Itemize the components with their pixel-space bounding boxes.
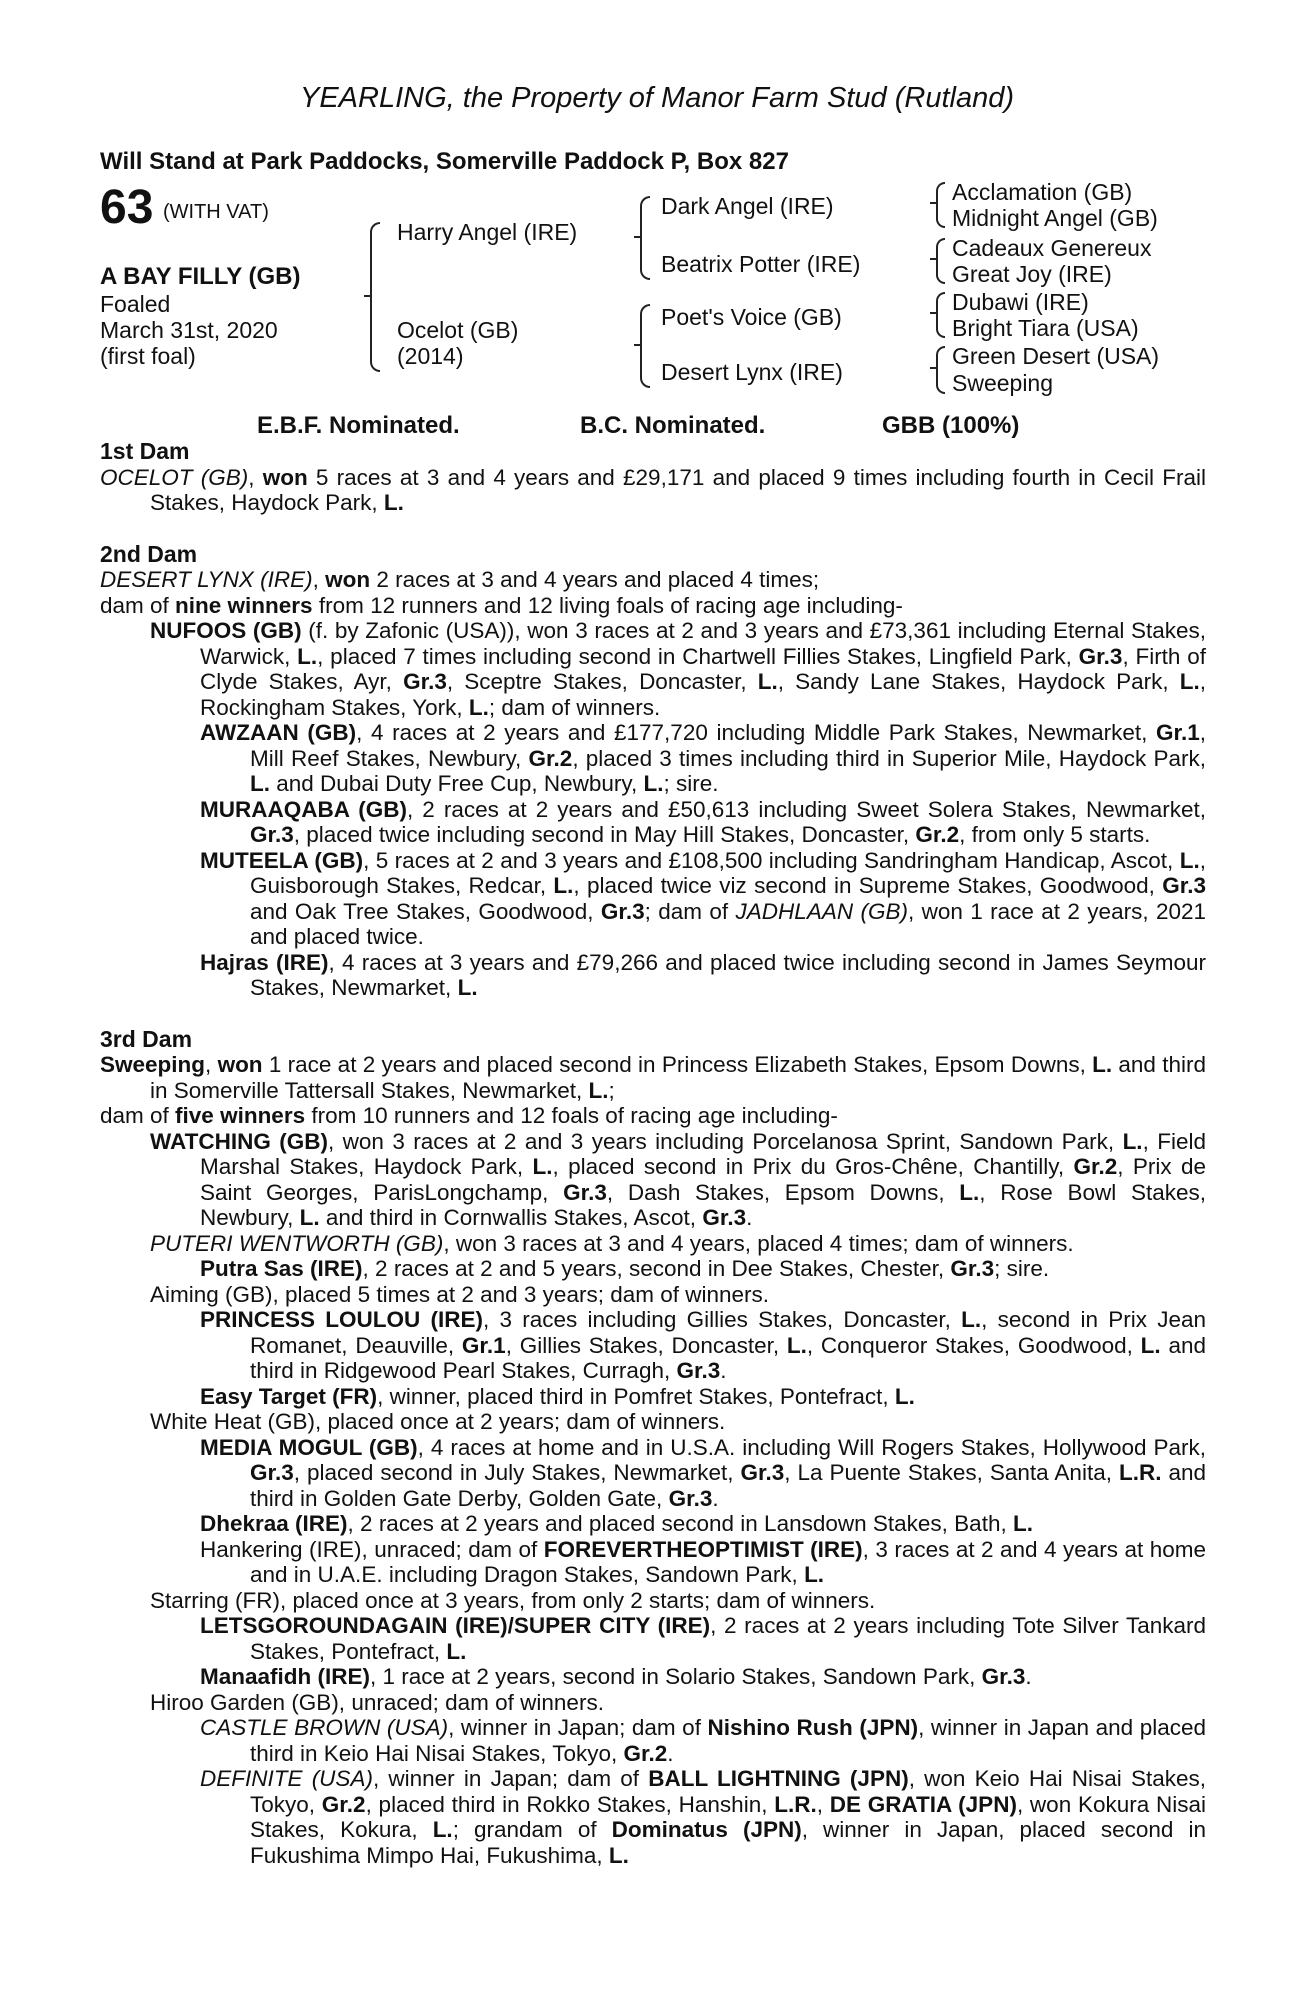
pedigree-gen2-3: Desert Lynx (IRE): [661, 359, 843, 385]
pedigree-gen2-2: Poet's Voice (GB): [661, 304, 842, 330]
pedigree-gen2-0: Dark Angel (IRE): [661, 193, 834, 219]
third-dam-entry: Easy Target (FR), winner, placed third in Pomfret Stakes, Pontefract, L.: [200, 1383, 915, 1409]
third-dam-entry: PRINCESS LOULOU (IRE), 3 races including Gillies Stakes, Doncaster, L., second in Prix Jean Romanet, Deauville, Gr.1, Gillies Stakes, Doncaster, L., Conqueror Stakes, Goodwood, L. and third in Ridgewood Pearl Stakes, Curragh, Gr.3.: [200, 1307, 1206, 1383]
bc-nomination: B.C. Nominated.: [580, 412, 766, 439]
pedigree-gen3-6: Green Desert (USA): [952, 343, 1160, 369]
third-dam-entry: White Heat (GB), placed once at 2 years; dam of winners.: [150, 1409, 726, 1434]
pedigree-brace-gen3-d: [936, 346, 945, 394]
second-dam-entry: Hajras (IRE), 4 races at 3 years and £79,266 and placed twice including second in James Seymour Stakes, Newmarket, L.: [200, 949, 1206, 1000]
pedigree-brace-gen3-a: [936, 182, 945, 228]
first-dam-text: OCELOT (GB), won 5 races at 3 and 4 years and £29,171 and placed 9 times including fourth in Cecil Frail Stakes, Haydock Park, L.: [100, 464, 1206, 515]
pedigree-brace-gen3-a-mid: [930, 202, 936, 204]
third-dam-entry: Hankering (IRE), unraced; dam of FOREVERTHEOPTIMIST (IRE), 3 races at 2 and 4 years at home and in U.A.E. including Dragon Stakes, Sandown Park, L.: [200, 1536, 1206, 1587]
gbb-rating: GBB (100%): [882, 412, 1020, 439]
third-dam-entry: LETSGOROUNDAGAIN (IRE)/SUPER CITY (IRE), 2 races at 2 years including Tote Silver Tankard Stakes, Pontefract, L.: [200, 1613, 1206, 1664]
stand-location: Will Stand at Park Paddocks, Somerville Paddock P, Box 827: [100, 148, 789, 175]
pedigree-brace-gen3-b-mid: [930, 258, 936, 260]
first-dam-heading: 1st Dam: [100, 438, 190, 464]
pedigree-brace-gen2-a: [640, 196, 650, 280]
foal-note: (first foal): [100, 343, 196, 369]
second-dam-entry: NUFOOS (GB) (f. by Zafonic (USA)), won 3 races at 2 and 3 years and £73,361 including Eternal Stakes, Warwick, L., placed 7 times including second in Chartwell Fillies Stakes, Lingfield Park, Gr.3, Firth of Clyde Stakes, Ayr, Gr.3, Sceptre Stakes, Doncaster, L., Sandy Lane Stakes, Haydock Park, L., Rockingham Stakes, York, L.; dam of winners.: [150, 618, 1206, 720]
third-dam-heading: 3rd Dam: [100, 1025, 193, 1052]
pedigree-brace-sire: [370, 222, 380, 372]
third-dam-list: [100, 1052, 1206, 1868]
third-dam-entry: Aiming (GB), placed 5 times at 2 and 3 years; dam of winners.: [150, 1281, 770, 1307]
catalogue-title: YEARLING, the Property of Manor Farm Stud (Rutland): [300, 82, 1014, 114]
third-dam-entry: PUTERI WENTWORTH (GB), won 3 races at 3 and 4 years, placed 4 times; dam of winners.: [150, 1230, 1074, 1256]
third-dam-entry: Manaafidh (IRE), 1 race at 2 years, second in Solario Stakes, Sandown Park, Gr.3.: [200, 1664, 1032, 1689]
pedigree-gen3-3: Great Joy (IRE): [952, 261, 1112, 287]
third-dam-entry: DEFINITE (USA), winner in Japan; dam of BALL LIGHTNING (JPN), won Keio Hai Nisai Stakes, Tokyo, Gr.2, placed third in Rokko Stakes, Hanshin, L.R., DE GRATIA (JPN), won Kokura Nisai Stakes, Kokura, L.; grandam of Dominatus (JPN), winner in Japan, placed second in Fukushima Mimpo Hai, Fukushima, L.: [200, 1766, 1207, 1868]
pedigree-dam: Ocelot (GB): [397, 317, 519, 343]
pedigree-brace-gen2-b: [640, 304, 650, 388]
second-dam-list: [100, 567, 1206, 1001]
pedigree-gen2-1: Beatrix Potter (IRE): [661, 251, 861, 277]
third-dam-entry: dam of five winners from 10 runners and 12 foals of racing age including-: [100, 1103, 838, 1128]
pedigree-brace-gen3-d-mid: [930, 367, 936, 369]
lot-number: 63: [100, 181, 154, 234]
pedigree-dam-year: (2014): [397, 343, 464, 369]
second-dam-heading: 2nd Dam: [100, 540, 198, 567]
second-dam-entry: MUTEELA (GB), 5 races at 2 and 3 years and £108,500 including Sandringham Handicap, Ascot, L., Guisborough Stakes, Redcar, L., placed twice viz second in Supreme Stakes, Goodwood, Gr.3 and Oak Tree Stakes, Goodwood, Gr.3; dam of JADHLAAN (GB), won 1 race at 2 years, 2021 and placed twice.: [200, 847, 1207, 949]
ebf-nomination: E.B.F. Nominated.: [257, 412, 460, 439]
pedigree-brace-gen2-a-mid: [634, 236, 640, 238]
foaled-label: Foaled: [100, 291, 171, 317]
pedigree-sire: Harry Angel (IRE): [397, 219, 578, 245]
second-dam-entry: MURAAQABA (GB), 2 races at 2 years and £50,613 including Sweet Solera Stakes, Newmarket, Gr.3, placed twice including second in May Hill Stakes, Doncaster, Gr.2, from only 5 starts.: [200, 796, 1207, 847]
third-dam-entry: Putra Sas (IRE), 2 races at 2 and 5 years, second in Dee Stakes, Chester, Gr.3; sire.: [200, 1256, 1050, 1281]
third-dam-entry: Starring (FR), placed once at 3 years, from only 2 starts; dam of winners.: [150, 1587, 876, 1613]
pedigree-body: [100, 439, 1206, 1868]
pedigree-brace-gen2-b-mid: [634, 344, 640, 346]
foaled-date: March 31st, 2020: [100, 317, 278, 343]
pedigree-brace-sire-mid: [364, 295, 370, 297]
vat-note: (WITH VAT): [163, 201, 269, 223]
horse-description: A BAY FILLY (GB): [100, 263, 301, 290]
second-dam-entry: DESERT LYNX (IRE), won 2 races at 3 and 4 years and placed 4 times;: [100, 567, 820, 592]
third-dam-entry: Sweeping, won 1 race at 2 years and placed second in Princess Elizabeth Stakes, Epsom Downs, L. and third in Somerville Tattersall Stakes, Newmarket, L.;: [100, 1052, 1206, 1103]
third-dam-entry: Dhekraa (IRE), 2 races at 2 years and placed second in Lansdown Stakes, Bath, L.: [200, 1511, 1033, 1536]
pedigree-brace-gen3-c-mid: [930, 312, 936, 314]
pedigree-brace-gen3-c: [936, 292, 945, 338]
pedigree-gen3-2: Cadeaux Genereux: [952, 235, 1152, 261]
second-dam-entry: AWZAAN (GB), 4 races at 2 years and £177,720 including Middle Park Stakes, Newmarket, Gr.1, Mill Reef Stakes, Newbury, Gr.2, placed 3 times including third in Superior Mile, Haydock Park, L. and Dubai Duty Free Cup, Newbury, L.; sire.: [200, 720, 1206, 796]
second-dam-entry: dam of nine winners from 12 runners and 12 living foals of racing age including-: [100, 592, 903, 618]
pedigree-gen3-4: Dubawi (IRE): [952, 289, 1089, 315]
third-dam-entry: Hiroo Garden (GB), unraced; dam of winners.: [150, 1689, 604, 1715]
third-dam-entry: MEDIA MOGUL (GB), 4 races at home and in U.S.A. including Will Rogers Stakes, Hollywood Park, Gr.3, placed second in July Stakes, Newmarket, Gr.3, La Puente Stakes, Santa Anita, L.R. and third in Golden Gate Derby, Golden Gate, Gr.3.: [200, 1434, 1207, 1511]
third-dam-entry: CASTLE BROWN (USA), winner in Japan; dam of Nishino Rush (JPN), winner in Japan and placed third in Keio Hai Nisai Stakes, Tokyo, Gr.2.: [200, 1715, 1206, 1766]
third-dam-entry: WATCHING (GB), won 3 races at 2 and 3 years including Porcelanosa Sprint, Sandown Park, L., Field Marshal Stakes, Haydock Park, L., placed second in Prix du Gros-Chêne, Chantilly, Gr.2, Prix de Saint Georges, ParisLongchamp, Gr.3, Dash Stakes, Epsom Downs, L., Rose Bowl Stakes, Newbury, L. and third in Cornwallis Stakes, Ascot, Gr.3.: [150, 1128, 1207, 1230]
pedigree-gen3-5: Bright Tiara (USA): [952, 315, 1139, 341]
pedigree-gen3-1: Midnight Angel (GB): [952, 205, 1158, 231]
pedigree-gen3-0: Acclamation (GB): [952, 179, 1133, 205]
pedigree-gen3-7: Sweeping: [952, 370, 1054, 396]
pedigree-brace-gen3-b: [936, 238, 945, 284]
